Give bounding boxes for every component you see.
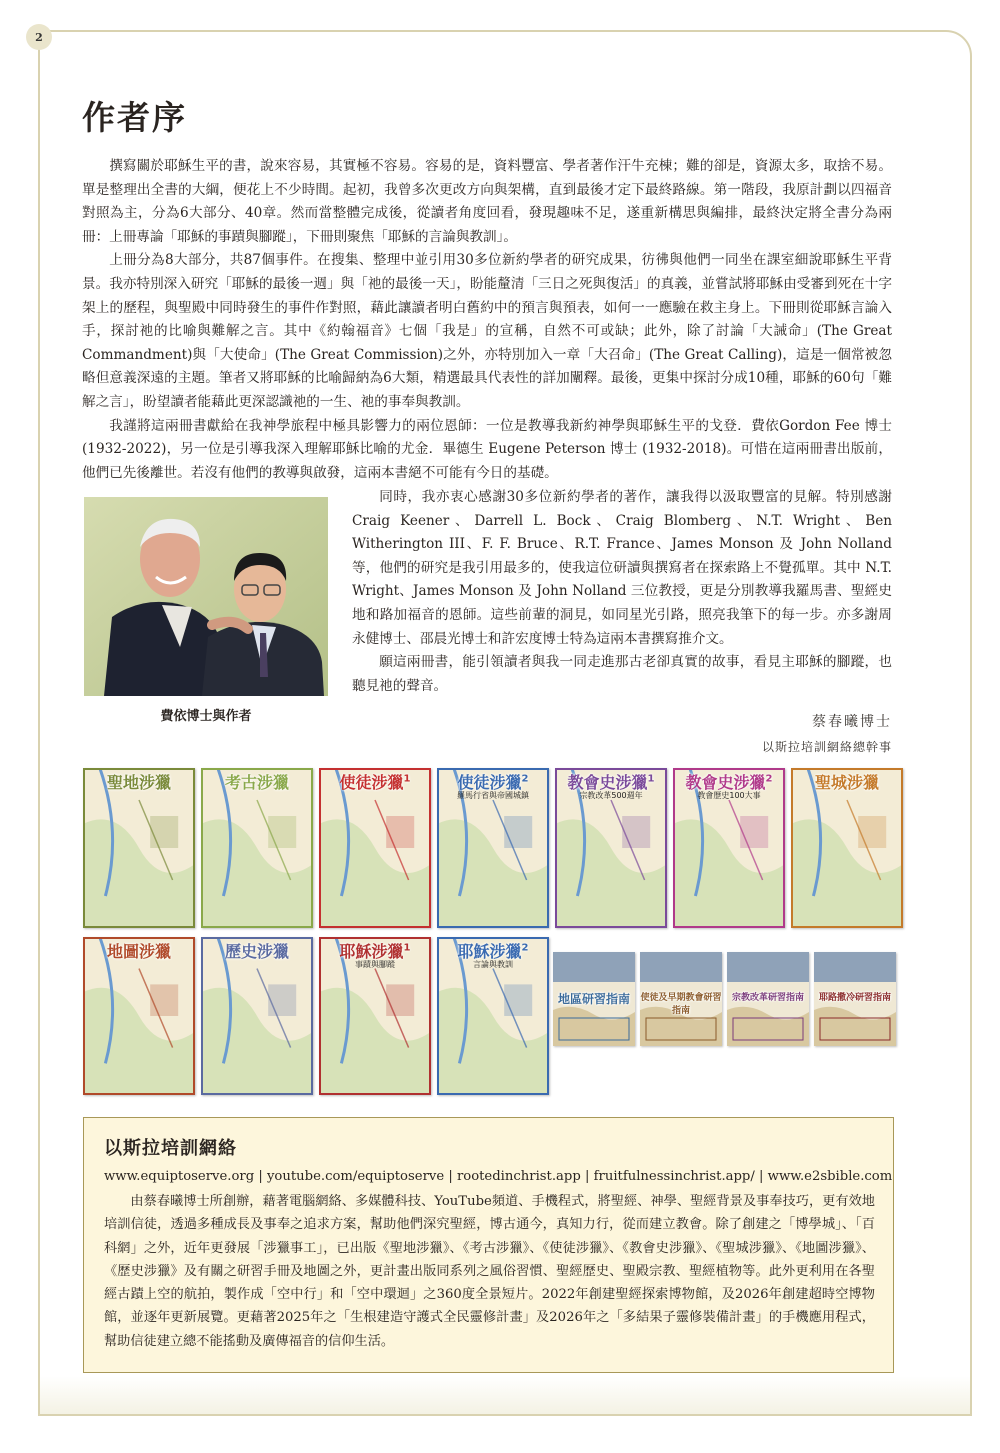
org-title: 以斯拉培訓網絡 bbox=[104, 1138, 237, 1159]
org-links bbox=[104, 1169, 892, 1184]
study-guide-title: 使徒及早期教會研習指南 bbox=[640, 993, 722, 1016]
preface-paragraph: 同時，我亦衷心感謝30多位新約學者的著作，讓我得以汲取豐富的見解。特別感謝 Craig Keener、Darrell L. Bock、Craig Blomberg、N.T. Wright、Ben Witherington III、F. F. Bruce、R.T. France、James Monson 及 John Nolland 等，他們的研究是我引用最多的，使我這位研讀與撰寫者在探索路上不覺孤單。其中 N.T. Wright、James Monson 及 John Nolland 三位教授，更是分別教導我羅馬書、聖經史地和路加福音的恩師。這些前輩的洞見，如同星光引路，照亮我筆下的每一步。亦多謝周永健博士、邵晨光博士和許宏度博士特為這兩本書撰寫推介文。 bbox=[352, 489, 892, 647]
book-title: 耶穌涉獵$^2$ bbox=[457, 942, 529, 961]
book-title: 使徒涉獵$^1$ bbox=[339, 773, 411, 792]
book-volume: 1 bbox=[403, 942, 411, 954]
book-title: 使徒涉獵$^2$ bbox=[457, 773, 529, 792]
preface-paragraph: 撰寫關於耶穌生平的書，說來容易，其實極不容易。容易的是，資料豐富、學者著作汗牛充棟；難的卻是，資源太多，取捨不易。單是整理出全書的大綱，便花上不少時間。起初，我曾多次更改方向與架構，直到最後才定下最終路線。第一階段，我原計劃以四福音對照為主，分為6大部分、40章。然而當整體完成後，從讀者角度回看，發現趣味不足，遂重新構思與編排，最終決定將全書分為兩冊：上冊專論「耶穌的事蹟與腳蹤」，下冊則聚焦「耶穌的言論與教訓」。 bbox=[82, 158, 892, 245]
frame-bottom-shade bbox=[40, 1376, 970, 1414]
study-guide-cover bbox=[727, 952, 809, 1046]
book-subtitle: 教會歷史100大事 bbox=[697, 791, 761, 800]
book-cover bbox=[83, 768, 195, 928]
photo-caption: 費依博士與作者 bbox=[160, 709, 252, 724]
book-subtitle: 羅馬行省與帝國城鎮 bbox=[457, 791, 529, 800]
book-cover bbox=[673, 768, 785, 928]
preface-paragraph: 我謹將這兩冊書獻給在我神學旅程中極具影響力的兩位恩師：一位是教導我新約神學與耶穌生平的戈登．費依Gordon Fee 博士 (1932-2022)，另一位是引導我深入理解耶穌比喻的尤金．畢德生 Eugene Peterson 博士 (1932-2018)。可惜在這兩冊書出版前，他們已先後離世。若沒有他們的教導與啟發，這兩本書絕不可能有今日的基礎。 bbox=[82, 417, 892, 481]
signature-role: 以斯拉培訓網絡總幹事 bbox=[761, 740, 892, 754]
link-separator: | bbox=[254, 1169, 267, 1184]
book-subtitle: 事蹟與腳蹤 bbox=[355, 960, 395, 969]
book-subtitle: 言論與教訓 bbox=[473, 960, 513, 969]
org-link[interactable]: www.equiptoserve.org bbox=[104, 1169, 255, 1184]
book-title: 考古涉獵 bbox=[224, 773, 289, 792]
book-cover bbox=[319, 937, 431, 1095]
preface-text-full bbox=[82, 155, 892, 485]
org-description: 由蔡春曦博士所創辦，藉著電腦網絡、多媒體科技、YouTube頻道、手機程式，將聖經、神學、聖經背景及事奉技巧，更有效地培訓信徒，透過多種成長及事奉之追求方案，幫助他們深究聖經，博古通今，真知力行，從而建立教會。除了創建之「博學城」、「百科網」之外，近年更發展「涉獵事工」，已出版《聖地涉獵》、《考古涉獵》、《使徒涉獵》、《教會史涉獵》、《聖城涉獵》、《地圖涉獵》、《歷史涉獵》及有關之研習手冊及地圖之外，更計畫出版同系列之風俗習慣、聖經歷史、聖殿宗教、聖經植物等。此外更利用在各聖經古蹟上空的航拍，製作成「空中行」和「空中環迴」之360度全景短片。2022年創建聖經探索博物館，及2026年創建超時空博物館，並逐年更新展覽。更藉著2025年之「生根建造守護式全民靈修計畫」及2026年之「多結果子靈修裝備計畫」的手機應用程式，幫助信徒建立總不能搖動及廣傳福音的信仰生活。 bbox=[104, 1194, 875, 1349]
book-title: 耶穌涉獵$^1$ bbox=[339, 942, 411, 961]
book-cover bbox=[555, 768, 667, 928]
book-volume: 1 bbox=[403, 773, 411, 785]
preface-paragraph: 上冊分為8大部分，共87個事件。在搜集、整理中並引用30多位新約學者的研究成果，彷彿與他們一同坐在課室細說耶穌生平背景。我亦特別深入研究「耶穌的最後一週」與「祂的最後一天」，盼能釐清「三日之死與復活」的真義，並嘗試將耶穌由受審到死在十字架上的歷程，與聖殿中同時發生的事件作對照，藉此讓讀者明白舊約中的預言與預表，如何一一應驗在救主身上。下冊則從耶穌言論入手，探討祂的比喻與難解之言。其中《約翰福音》七個「我是」的宣稱，自然不可或缺；此外，除了討論「大誡命」(The Great Commandment)與「大使命」(The Great Commission)之外，亦特別加入一章「大召命」(The Great Calling)，這是一個常被忽略但意義深遠的主題。筆者又將耶穌的比喻歸納為6大類，精選最具代表性的詳加闡釋。最後，更集中探討分成10種，耶穌的60句「難解之言」，盼望讀者能藉此更深認識祂的一生、祂的事奉與教訓。 bbox=[82, 252, 892, 410]
book-title: 聖地涉獵 bbox=[106, 773, 171, 792]
org-link[interactable]: youtube.com/equiptoserve bbox=[266, 1169, 445, 1184]
book-cover bbox=[83, 937, 195, 1095]
org-info-box bbox=[83, 1117, 894, 1373]
org-link[interactable]: fruitfulnessinchrist.app/ bbox=[593, 1169, 755, 1184]
page-title: 作者序 bbox=[82, 98, 187, 137]
link-separator: | bbox=[580, 1169, 594, 1184]
book-cover bbox=[437, 937, 549, 1095]
book-cover bbox=[201, 937, 313, 1095]
study-guide-title: 耶路撒冷研習指南 bbox=[818, 993, 891, 1003]
book-title: 教會史涉獵$^1$ bbox=[567, 773, 655, 792]
book-volume: 1 bbox=[647, 773, 655, 785]
org-description-wrap bbox=[104, 1190, 875, 1353]
preface-paragraph: 願這兩冊書，能引領讀者與我一同走進那古老卻真實的故事，看見主耶穌的腳蹤，也聽見祂的聲音。 bbox=[352, 654, 892, 694]
preface-text-side bbox=[352, 486, 892, 698]
book-volume: 2 bbox=[521, 773, 529, 785]
page-number: 2 bbox=[35, 30, 43, 44]
book-title: 教會史涉獵$^2$ bbox=[685, 773, 773, 792]
book-cover bbox=[201, 768, 313, 928]
study-guide-title: 地區研習指南 bbox=[557, 992, 630, 1006]
book-title: 地圖涉獵 bbox=[106, 942, 171, 961]
book-cover bbox=[791, 768, 903, 928]
study-guide-cover bbox=[814, 952, 896, 1046]
book-cover bbox=[437, 768, 549, 928]
photo-illustration bbox=[84, 497, 328, 696]
book-volume: 2 bbox=[765, 773, 773, 785]
page-number-badge bbox=[26, 24, 52, 50]
book-volume: 2 bbox=[521, 942, 529, 954]
link-separator: | bbox=[444, 1169, 457, 1184]
org-link[interactable]: www.e2sbible.com bbox=[767, 1169, 893, 1184]
book-title: 聖城涉獵 bbox=[814, 773, 879, 792]
book-cover bbox=[319, 768, 431, 928]
study-guide-cover bbox=[640, 952, 722, 1046]
book-subtitle: 宗教改革500週年 bbox=[579, 791, 643, 800]
org-link[interactable]: rootedinchrist.app bbox=[456, 1169, 581, 1184]
link-separator: | bbox=[754, 1169, 768, 1184]
study-guide-title: 宗教改革研習指南 bbox=[731, 993, 804, 1003]
signature-name: 蔡春曦博士 bbox=[812, 714, 892, 730]
book-title: 歷史涉獵 bbox=[224, 942, 289, 961]
author-photo bbox=[84, 497, 328, 696]
study-guide-cover bbox=[553, 952, 635, 1046]
